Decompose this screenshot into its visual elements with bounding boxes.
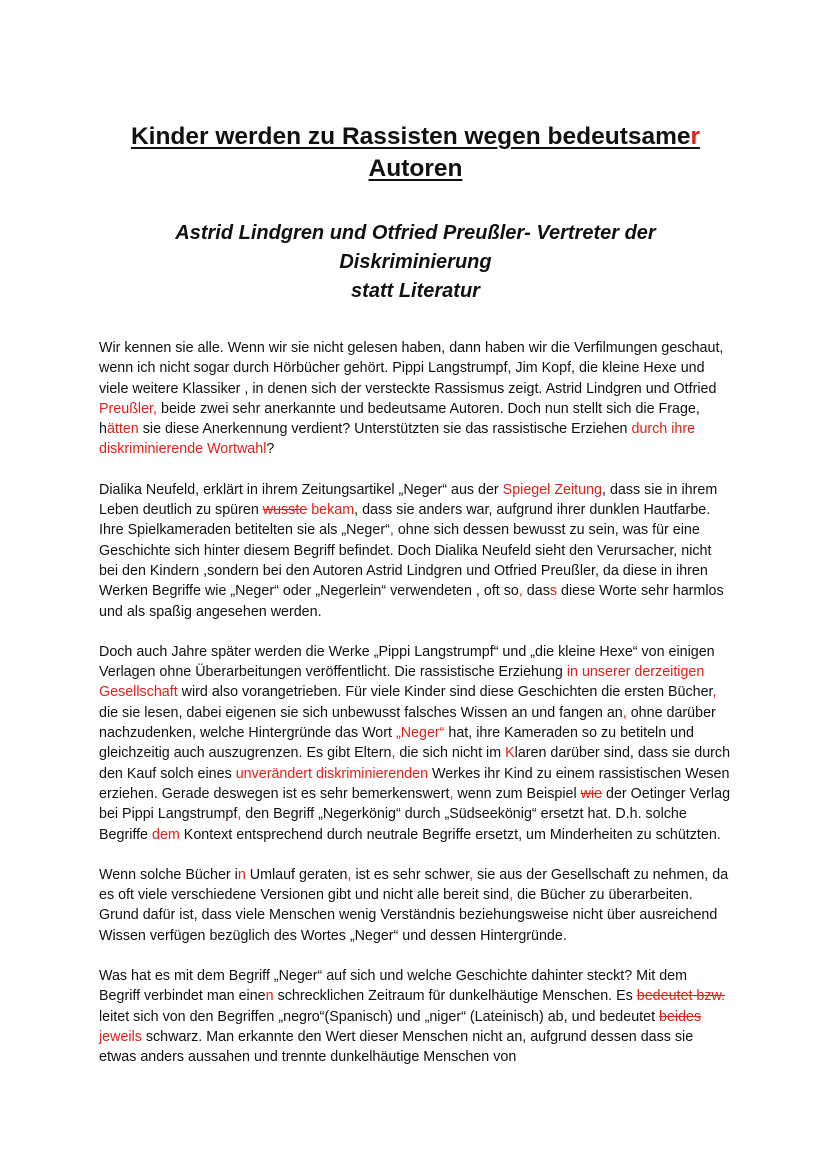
correction-insert: unverändert diskriminierenden <box>235 765 429 782</box>
title-correction: r <box>690 123 701 150</box>
correction-insert: dem <box>152 826 180 843</box>
correction-strike: beides <box>659 1008 702 1025</box>
text-run: Umlauf geraten <box>245 866 348 883</box>
correction-strike: wie <box>580 785 603 802</box>
paragraph-4 <box>99 865 732 946</box>
correction-insert: , <box>449 785 454 802</box>
correction-insert: n <box>237 866 246 883</box>
text-run: Dialika Neufeld, erklärt in ihrem Zeitungsartikel „Neger“ aus der <box>99 481 503 498</box>
correction-insert: in unserer derzeitigen Gesellschaft <box>99 664 705 701</box>
text-run: Werkes ihr Kind zu einem rassistischen Wesen erziehen. Gerade deswegen ist es sehr bemerkenswert <box>99 765 730 802</box>
text-run: Wir kennen sie alle. Wenn wir sie nicht gelesen haben, dann haben wir die Verfilmungen geschaut, wenn ich nicht sogar durch Hörbücher gehört. Pippi Langstrumpf, Jim Kopf, die kleine Hexe und viele weitere Klassiker , in denen sich der versteckte Rassismus zeigt. Astrid Lindgren und Otfried <box>99 340 724 397</box>
correction-insert: Preußler, <box>99 400 158 417</box>
text-run: ? <box>266 441 275 458</box>
correction-insert: , <box>347 866 352 883</box>
correction-insert: , <box>622 704 627 721</box>
text-run: sie diese Anerkennung verdient? Unterstützten sie das rassistische Erziehen <box>138 421 632 438</box>
correction-strike: bedeutet bzw. <box>636 988 725 1005</box>
text-run: wenn zum Beispiel <box>453 785 581 802</box>
text-run: schwarz. Man erkannte den Wert dieser Menschen nicht an, aufgrund dessen dass sie etwas anders aussahen und trennte dunkelhäutige Menschen von <box>99 1028 694 1066</box>
correction-insert: , <box>712 684 717 701</box>
text-run: die sie lesen, dabei eigenen sie sich unbewusst falsches Wissen an und fangen an <box>99 704 623 721</box>
document-subtitle <box>99 219 732 306</box>
correction-insert: , <box>469 866 474 883</box>
text-run: den Begriff „Negerkönig“ durch „Südseekönig“ ersetzt hat. D.h. solche Begriffe <box>99 806 687 843</box>
correction-insert: , <box>389 522 394 539</box>
text-run: sie aus der Gesellschaft zu nehmen, da es oft viele verschiedene Versionen gibt und nicht alle bereit sind <box>99 866 729 904</box>
title-underline <box>131 123 700 150</box>
text-run: beide zwei sehr anerkannte und bedeutsame Autoren. Doch nun stellt sich die Frage, h <box>99 400 700 438</box>
subtitle-line2: statt Literatur <box>351 280 480 302</box>
correction-strike: wusste <box>262 502 308 519</box>
text-run: Was hat es mit dem Begriff „Neger“ auf sich und welche Geschichte dahinter steckt? Mit dem Begriff verbindet man eine <box>99 968 688 1005</box>
text-run: ohne darüber nachzudenken, welche Hintergründe das Wort <box>99 704 716 742</box>
correction-insert: „Neger“ <box>395 725 445 742</box>
text-run: laren darüber sind, dass sie durch den Kauf solch eines <box>99 745 731 782</box>
text-run: Doch auch Jahre später werden die Werke „Pippi Langstrumpf“ und „die kleine Hexe“ von einigen Verlagen ohne Überarbeitungen veröffentlicht. Die rassistische Erziehung <box>99 643 715 681</box>
correction-insert: , <box>509 887 514 904</box>
correction-insert: n <box>265 988 274 1005</box>
subtitle-line1: Astrid Lindgren und Otfried Preußler- Vertreter der Diskriminierung <box>175 222 656 273</box>
text-run: hat, ihre Kameraden so zu betiteln und gleichzeitig auch auszugrenzen. Es gibt Eltern <box>99 725 694 762</box>
text-run: leitet sich von den Begriffen „negro“(Spanisch) und „niger“ (Lateinisch) ab, und bedeutet <box>99 1008 660 1025</box>
document-title <box>99 121 732 185</box>
text-run: Kontext entsprechend durch neutrale Begriffe ersetzt, um Minderheiten zu schützten. <box>179 826 721 843</box>
paragraph-5 <box>99 966 732 1067</box>
title-line1: Kinder werden zu Rassisten wegen bedeutsame <box>130 123 691 150</box>
text-run: die Bücher zu überarbeiten. Grund dafür ist, dass viele Menschen wenig Verständnis beziehungsweise nicht über ausreichend Wissen verfügen bezüglich des Wortes „Neger“ und dessen Hintergründe. <box>99 887 718 944</box>
text-run: ist es sehr schwer <box>351 866 470 883</box>
correction-insert: K <box>505 745 515 762</box>
text-run: wird also vorangetrieben. Für viele Kinder sind diese Geschichten die ersten Bücher <box>177 684 713 701</box>
text-run: schrecklichen Zeitraum für dunkelhäutige Menschen. Es <box>273 988 637 1005</box>
text-run: , dass sie anders war, aufgrund ihrer dunklen Hautfarbe. Ihre Spielkameraden betitelten sie als „Neger“ <box>99 502 711 539</box>
document-body <box>99 338 732 1068</box>
paragraph-1 <box>99 338 732 460</box>
correction-insert: , <box>237 806 242 823</box>
correction-insert: s <box>549 583 558 600</box>
paragraph-3 <box>99 642 732 845</box>
correction-insert: durch ihre diskriminierende Wortwahl <box>99 421 696 458</box>
text-run: , dass sie in ihrem Leben deutlich zu spüren <box>99 481 718 519</box>
correction-insert: jeweils <box>99 1028 142 1045</box>
text-run: die sich nicht im <box>395 745 506 762</box>
text-run: der Oetinger Verlag bei Pippi Langstrumpf <box>99 785 731 823</box>
text-run: diese Worte sehr harmlos und als spaßig angesehen werden. <box>99 583 724 620</box>
correction-insert: , <box>518 583 523 600</box>
correction-insert: Spiegel Zeitung <box>502 481 603 498</box>
text-run: Wenn solche Bücher i <box>99 866 238 883</box>
correction-insert: , <box>391 745 396 762</box>
correction-insert: ätten <box>106 421 139 438</box>
text-run: ohne sich dessen bewusst zu sein, was für eine Geschichte sich hinter diesem Begriff befindet. Doch Dialika Neufeld sieht den Verursacher, nicht bei den Kindern ,sondern bei den Autoren Astrid Lindgren und Otfried Preußler, da diese in ihren Werken Begriffe wie „Neger“ oder „Negerlein“ verwendeten , oft so <box>99 522 712 600</box>
paragraph-2 <box>99 480 732 622</box>
title-line2: Autoren <box>368 155 463 182</box>
text-run: das <box>522 583 550 600</box>
correction-insert: bekam <box>311 502 355 519</box>
